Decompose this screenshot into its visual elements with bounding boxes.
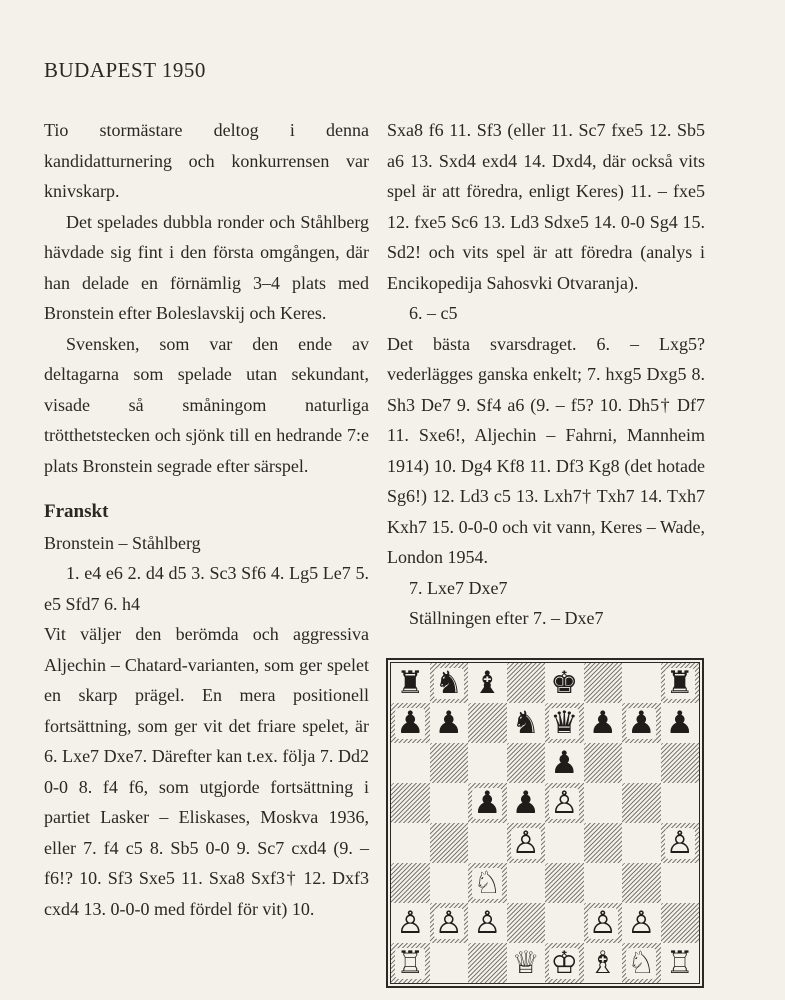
square-h7: [661, 703, 700, 743]
square-a2: [391, 903, 430, 943]
square-d3: [507, 863, 546, 903]
square-f5: [584, 783, 623, 823]
chess-piece: ♘: [473, 864, 502, 901]
square-c4: [468, 823, 507, 863]
chess-piece: ♟: [434, 704, 463, 741]
chess-piece: ♟: [396, 704, 425, 741]
square-g4: [622, 823, 661, 863]
square-a7: [391, 703, 430, 743]
square-c6: [468, 743, 507, 783]
square-f3: [584, 863, 623, 903]
square-a3: [391, 863, 430, 903]
right-column: [387, 115, 705, 634]
square-f6: [584, 743, 623, 783]
second-paragraph: Det spelades dubbla ronder och Ståhlberg hävdade sig fint i den första omgången, där han delade en förnämlig 3–4 plats med Bronstein efter Boleslavskij och Keres.: [44, 211, 369, 323]
chess-piece: ♜: [396, 664, 425, 701]
move-seven: 7. Lxe7 Dxe7: [409, 577, 508, 598]
page-header: BUDAPEST 1950: [44, 58, 206, 82]
chess-piece: ♟: [627, 704, 656, 741]
chess-piece: ♖: [396, 944, 425, 981]
square-f2: [584, 903, 623, 943]
square-e3: [545, 863, 584, 903]
commentary-paragraph-2: Det bästa svarsdraget. 6. – Lxg5? vederlägges ganska enkelt; 7. hxg5 Dxg5 8. Sh3 De7 9. Sf4 a6 (9. – f5? 10. Dh5† Df7 11. Sxe6!, Aljechin – Fahrni, Mannheim 1914) 10. Dg4 Kf8 11. Df3 Kg8 (det hotade Sg6!) 12. Ld3 c5 13. Lxh7† Txh7 14. Txh7 Kxh7 15. 0-0-0 och vit vann, Keres – Wade, London 1954.: [387, 333, 705, 567]
square-b7: [430, 703, 469, 743]
square-e2: [545, 903, 584, 943]
square-h4: [661, 823, 700, 863]
square-g7: [622, 703, 661, 743]
square-f1: [584, 943, 623, 983]
diagram-caption: Ställningen efter 7. – Dxe7: [409, 608, 604, 628]
chess-diagram: [386, 658, 704, 988]
square-f7: [584, 703, 623, 743]
square-g8: [622, 663, 661, 703]
chess-piece: ♘: [627, 944, 656, 981]
square-d1: [507, 943, 546, 983]
chess-piece: ♙: [665, 824, 694, 861]
chess-piece: ♟: [665, 704, 694, 741]
square-a4: [391, 823, 430, 863]
square-e7: [545, 703, 584, 743]
chess-piece: ♙: [627, 904, 656, 941]
square-d5: [507, 783, 546, 823]
square-b4: [430, 823, 469, 863]
chess-piece: ♙: [550, 784, 579, 821]
chess-piece: ♟: [588, 704, 617, 741]
square-c1: [468, 943, 507, 983]
square-d6: [507, 743, 546, 783]
square-a8: [391, 663, 430, 703]
chess-board: [391, 663, 699, 983]
square-f8: [584, 663, 623, 703]
square-a6: [391, 743, 430, 783]
square-g3: [622, 863, 661, 903]
square-b6: [430, 743, 469, 783]
square-f4: [584, 823, 623, 863]
game-players: Bronstein – Ståhlberg: [44, 532, 201, 553]
square-c8: [468, 663, 507, 703]
square-e8: [545, 663, 584, 703]
square-b5: [430, 783, 469, 823]
chess-piece: ♗: [588, 944, 617, 981]
square-e1: [545, 943, 584, 983]
square-b2: [430, 903, 469, 943]
chess-piece: ♚: [550, 664, 579, 701]
square-d8: [507, 663, 546, 703]
left-column: [44, 115, 369, 924]
continuation-paragraph: Sxa8 f6 11. Sf3 (eller 11. Sc7 fxe5 12. Sb5 a6 13. Sxd4 exd4 14. Dxd4, där också vits spel är att föredra, enligt Keres) 11. – fxe5 12. fxe5 Sc6 13. Ld3 Sdxe5 14. 0-0 Sg4 15. Sd2! och vits spel är att föredra (analys i Encikopedija Sahosvki Otvaranja).: [387, 120, 705, 293]
opening-moves: 1. e4 e6 2. d4 d5 3. Sc3 Sf6 4. Lg5 Le7 5. e5 Sfd7 6. h4: [44, 563, 369, 614]
chess-piece: ♙: [511, 824, 540, 861]
section-heading: Franskt: [44, 501, 109, 522]
square-d4: [507, 823, 546, 863]
square-g5: [622, 783, 661, 823]
square-e5: [545, 783, 584, 823]
move-six: 6. – c5: [409, 303, 458, 323]
square-h8: [661, 663, 700, 703]
square-c5: [468, 783, 507, 823]
square-e4: [545, 823, 584, 863]
commentary-paragraph: Vit väljer den berömda och aggressiva Aljechin – Chatard-varianten, som ger spelet en skarp prägel. En mera positionell fortsättning, som ger vit det friare spelet, är 6. Lxe7 Dxe7. Därefter kan t.ex. följa 7. Dd2 0-0 8. f4 f6, som utgjorde fortsättning i partiet Lasker – Eliskases, Moskva 1936, eller 7. f4 c5 8. Sb5 0-0 9. Sc7 cxd4 (9. – f6!? 10. Sf3 Sxe5 11. Sxa8 Sxf3† 12. Dxf3 cxd4 13. 0-0-0 med fördel för vit) 10.: [44, 624, 369, 919]
square-a5: [391, 783, 430, 823]
square-h5: [661, 783, 700, 823]
third-paragraph: Svensken, som var den ende av deltagarna som spelade utan sekundant, visade så småningom naturliga trötthetstecken och sjönk till en hedrande 7:e plats Bronstein segrade efter särspel.: [44, 333, 369, 476]
square-g2: [622, 903, 661, 943]
square-g6: [622, 743, 661, 783]
square-d2: [507, 903, 546, 943]
chess-piece: ♙: [434, 904, 463, 941]
square-c2: [468, 903, 507, 943]
chess-piece: ♜: [665, 664, 694, 701]
square-h3: [661, 863, 700, 903]
chess-piece: ♖: [665, 944, 694, 981]
chess-piece: ♝: [473, 664, 502, 701]
chess-piece: ♞: [511, 704, 540, 741]
intro-paragraph: Tio stormästare deltog i denna kandidatturnering och konkurrensen var knivskarp.: [44, 120, 369, 201]
chess-piece: ♙: [396, 904, 425, 941]
square-b8: [430, 663, 469, 703]
chess-piece: ♟: [550, 744, 579, 781]
square-h6: [661, 743, 700, 783]
square-b3: [430, 863, 469, 903]
chess-piece: ♟: [473, 784, 502, 821]
square-c3: [468, 863, 507, 903]
chess-piece: ♔: [550, 944, 579, 981]
square-e6: [545, 743, 584, 783]
square-h2: [661, 903, 700, 943]
square-b1: [430, 943, 469, 983]
chess-piece: ♟: [511, 784, 540, 821]
square-d7: [507, 703, 546, 743]
square-h1: [661, 943, 700, 983]
square-a1: [391, 943, 430, 983]
chess-piece: ♞: [434, 664, 463, 701]
chess-piece: ♛: [550, 704, 579, 741]
chess-piece: ♙: [473, 904, 502, 941]
square-c7: [468, 703, 507, 743]
chess-piece: ♕: [511, 944, 540, 981]
chess-piece: ♙: [588, 904, 617, 941]
square-g1: [622, 943, 661, 983]
